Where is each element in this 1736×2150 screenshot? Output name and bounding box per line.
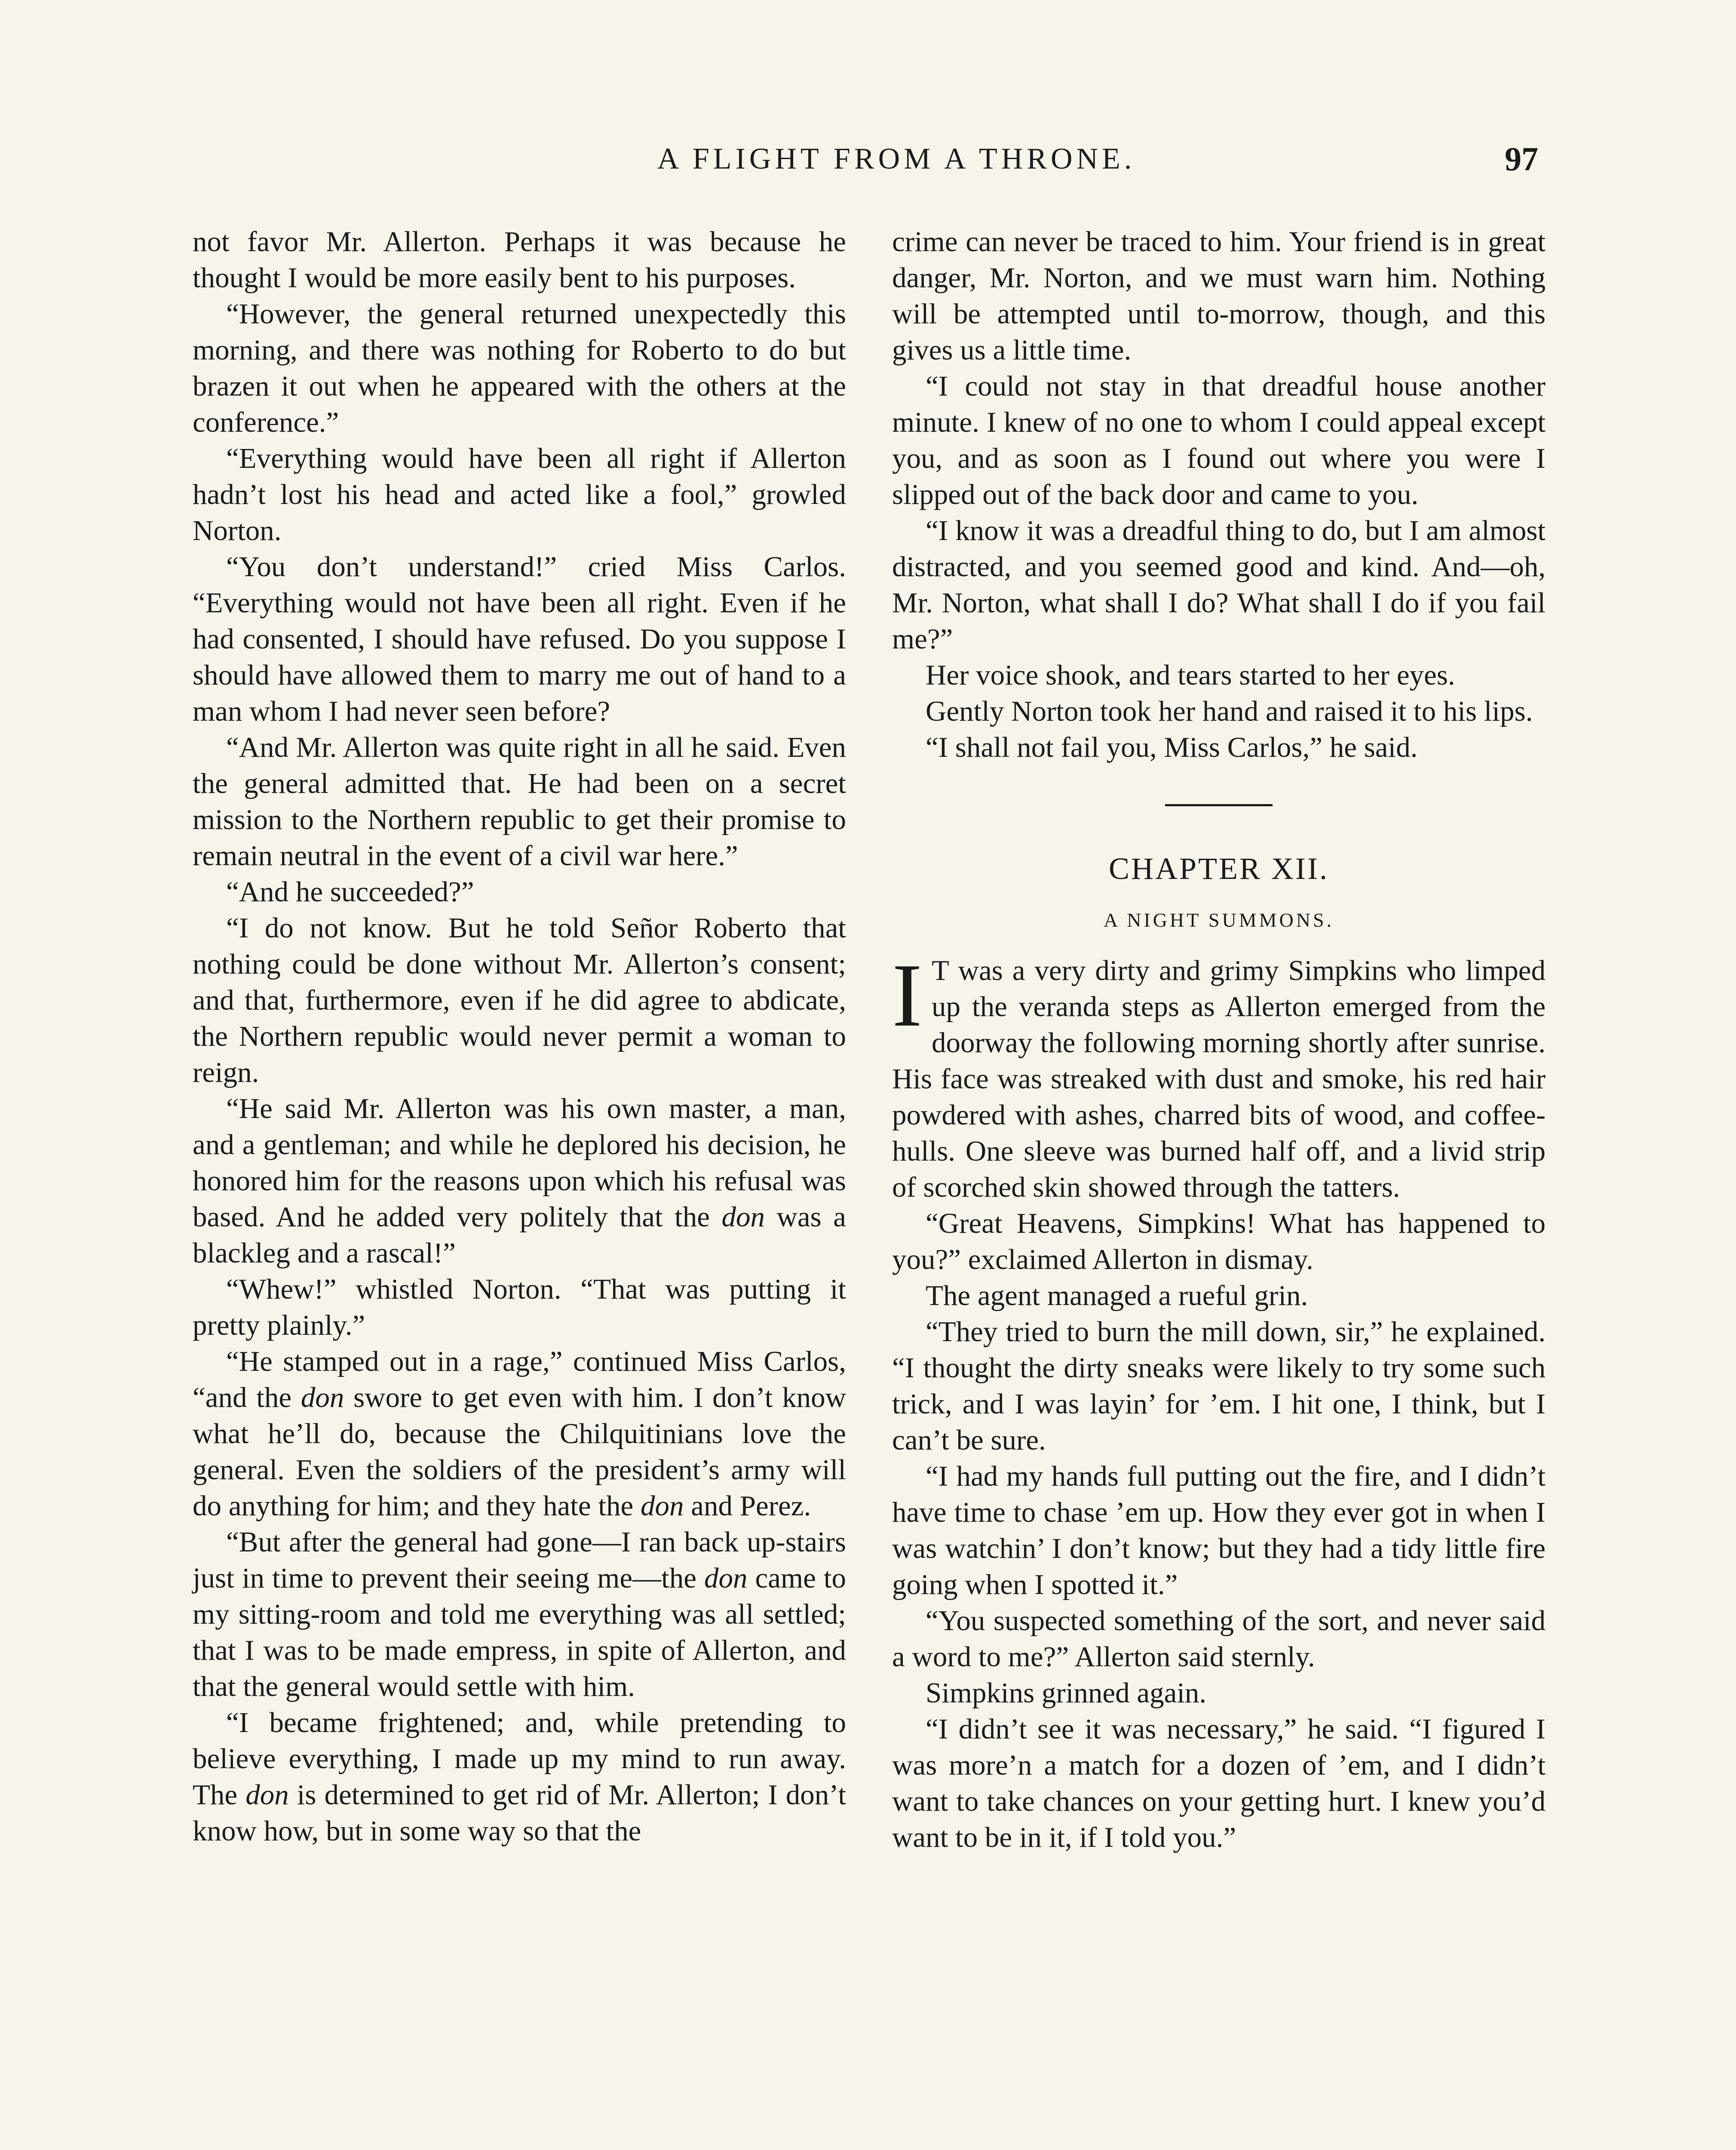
paragraph: “And Mr. Allerton was quite right in all he said. Even the general admitted that. He had been on a secret mission to the Northern republic to get their promise to remain neutral in the event of a civil war here.” — [193, 731, 846, 872]
chapter-subtitle: A NIGHT SUMMONS. — [1103, 909, 1334, 931]
text-run: “He stamped out in a rage,” continued Miss Carlos, “and the — [193, 1345, 846, 1413]
chapter-title: CHAPTER XII. — [1109, 851, 1329, 886]
left-column — [193, 224, 846, 1849]
paragraph: “I do not know. But he told Señor Roberto that nothing could be done without Mr. Allerton’s consent; and that, furthermore, even if he did agree to abdicate, the Northern republic would never permit a woman to reign. — [193, 912, 846, 1088]
paragraph: “I shall not fail you, Miss Carlos,” he said. — [926, 731, 1418, 763]
paragraph: “I didn’t see it was necessary,” he said. “I figured I was more’n a match for a dozen of ’em, and I didn’t want to take chances on your getting hurt. I knew you’d want to be in it, if I told you.” — [892, 1713, 1546, 1853]
paragraph: Simpkins grinned again. — [926, 1677, 1207, 1709]
text-run: “I became frightened; and, while pretending to believe everything, I made up my mind to run away. The — [193, 1707, 846, 1811]
paragraph: “I had my hands full putting out the fire, and I didn’t have time to chase ’em up. How they ever got in when I was watchin’ I don’t know; but they had a tidy little fire going when I spotted it.” — [892, 1460, 1546, 1600]
paragraph: Gently Norton took her hand and raised it to his lips. — [926, 695, 1533, 727]
paragraph: The agent managed a rueful grin. — [926, 1280, 1308, 1312]
italic-word: don — [301, 1382, 344, 1413]
text-run: was a blackleg and a rascal!” — [193, 1201, 846, 1269]
paragraph: “Whew!” whistled Norton. “That was putting it pretty plainly.” — [193, 1273, 846, 1341]
text-run: “He said Mr. Allerton was his own master, a man, and a gentleman; and while he deplored his decision, he honored him for the reasons upon which his refusal was based. And he added very politely that the — [193, 1093, 846, 1233]
text-run: is determined to get rid of Mr. Allerton; I don’t know how, but in some way so that the — [193, 1779, 846, 1847]
paragraph: “Everything would have been all right if Allerton hadn’t lost his head and acted like a fool,” growled Norton. — [193, 442, 846, 547]
page-number: 97 — [1505, 140, 1538, 178]
italic-word: don — [245, 1779, 289, 1811]
paragraph: “Great Heavens, Simpkins! What has happened to you?” exclaimed Allerton in dismay. — [892, 1207, 1546, 1275]
text-run: swore to get even with him. I don’t know what he’ll do, because the Chilquitinians love the general. Even the soldiers of the president’s army will do anything for him; and they hate the — [193, 1382, 846, 1522]
paragraph: “I know it was a dreadful thing to do, but I am almost distracted, and you seemed good and kind. And—oh, Mr. Norton, what shall I do? What shall I do if you fail me?” — [892, 515, 1546, 655]
running-title: A FLIGHT FROM A THRONE. — [657, 142, 1136, 175]
italic-word: don — [704, 1562, 748, 1594]
text-run: came to my sitting-room and told me everything was all settled; that I was to be made empress, in spite of Allerton, and that the general would settle with him. — [193, 1562, 846, 1702]
paragraph: “They tried to burn the mill down, sir,” he explained. “I thought the dirty sneaks were likely to try some such trick, and I was layin’ for ’em. I hit one, I think, but I can’t be sure. — [892, 1316, 1546, 1456]
italic-word: don — [721, 1201, 765, 1233]
paragraph: “I could not stay in that dreadful house another minute. I knew of no one to whom I could appeal except you, and as soon as I found out where you were I slipped out of the back door and came to you. — [892, 370, 1546, 510]
italic-word: don — [640, 1490, 684, 1522]
section-divider — [1165, 804, 1273, 806]
text-run: and Perez. — [684, 1490, 811, 1522]
paragraph: “You suspected something of the sort, and never said a word to me?” Allerton said sternly. — [892, 1605, 1546, 1673]
paragraph — [193, 1090, 846, 1271]
paragraph: Her voice shook, and tears started to her eyes. — [926, 659, 1455, 691]
paragraph: crime can never be traced to him. Your friend is in great danger, Mr. Norton, and we must warn him. Nothing will be attempted until to-morrow, though, and this gives us a little time. — [892, 226, 1546, 366]
paragraph — [193, 1524, 846, 1705]
text-run: T was a very dirty and grimy Simpkins who limped up the veranda steps as Allerton emerged from the doorway the following morning shortly after sunrise. His face was streaked with dust and smoke, his red hair powdered with ashes, charred bits of wood, and coffee-hulls. One sleeve was burned half off, and a livid strip of scorched skin showed through the tatters. — [892, 955, 1546, 1203]
text-run: “But after the general had gone—I ran back up-stairs just in time to prevent their seeing me—the — [193, 1526, 846, 1594]
paragraph: “You don’t understand!” cried Miss Carlos. “Everything would not have been all right. Even if he had consented, I should have refused. Do you suppose I should have allowed them to marry me out of hand to a man whom I had never seen before? — [193, 551, 846, 727]
paragraph: “However, the general returned unexpectedly this morning, and there was nothing for Roberto to do but brazen it out when he appeared with the others at the conference.” — [193, 298, 846, 438]
paragraph — [193, 1705, 846, 1849]
paragraph: not favor Mr. Allerton. Perhaps it was because he thought I would be more easily bent to his purposes. — [193, 226, 846, 294]
right-column — [892, 224, 1546, 1855]
paragraph — [892, 946, 1546, 1205]
drop-cap: I — [892, 946, 922, 1045]
paragraph: “And he succeeded?” — [226, 876, 474, 908]
paragraph — [193, 1343, 846, 1524]
